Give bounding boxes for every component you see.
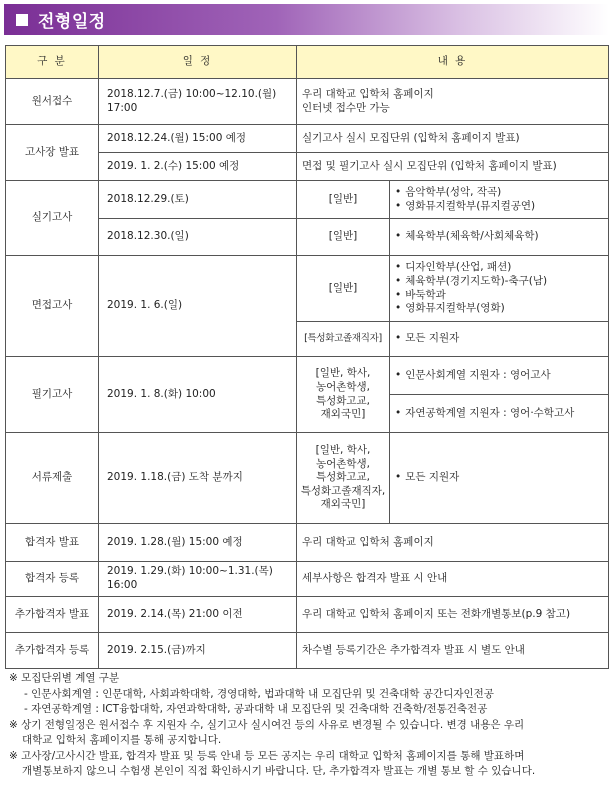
- note-line: - 자연공학계열 : ICT융합대학, 자연과학대학, 공과대학 내 모집단위 및 건축대학 건축학/전통건축전공: [24, 703, 488, 715]
- row-items: [390, 433, 609, 524]
- table-row: [6, 125, 609, 153]
- row-type: [일반]: [297, 219, 390, 256]
- type-line: 특성화고졸재직자,: [300, 484, 386, 497]
- type-line: 재외국민]: [320, 408, 366, 421]
- row-date: 2019. 1. 8.(화) 10:00: [99, 357, 297, 433]
- row-label: 합격자 발표: [6, 524, 99, 562]
- row-content: 면접 및 필기고사 실시 모집단위 (입학처 홈페이지 발표): [297, 153, 609, 181]
- row-label: 추가합격자 등록: [6, 633, 99, 669]
- row-type: [일반]: [297, 181, 390, 219]
- row-date: 2019. 1.18.(금) 도착 분까지: [99, 433, 297, 524]
- row-items: [390, 357, 609, 395]
- row-date: 2019. 2.15.(금)까지: [99, 633, 297, 669]
- row-items: [390, 219, 609, 256]
- type-line: 특성화고교,: [315, 394, 371, 407]
- row-items: [390, 395, 609, 433]
- list-item: • 체육학부(체육학/사회체육학): [395, 230, 608, 244]
- row-content: 차수별 등록기간은 추가합격자 발표 시 별도 안내: [297, 633, 609, 669]
- table-header-row: [6, 46, 609, 79]
- row-date: 2019. 1.29.(화) 10:00~1.31.(목) 16:00: [99, 562, 297, 597]
- row-content: 우리 대학교 입학처 홈페이지 또는 전화개별통보(p.9 참고): [297, 597, 609, 633]
- row-label: 고사장 발표: [6, 125, 99, 181]
- table-row: [6, 562, 609, 597]
- row-label: 추가합격자 발표: [6, 597, 99, 633]
- row-label: 원서접수: [6, 79, 99, 125]
- list-item: • 영화뮤지컬학부(영화): [395, 302, 608, 316]
- row-date: 2019. 1. 6.(일): [99, 256, 297, 357]
- row-date: 2018.12.30.(일): [99, 219, 297, 256]
- list-item: • 자연공학계열 지원자 : 영어·수학고사: [395, 407, 608, 421]
- row-items: [390, 322, 609, 357]
- table-row: [6, 357, 609, 395]
- row-label: 서류제출: [6, 433, 99, 524]
- header-content: 내 용: [297, 46, 609, 79]
- table-row: [6, 181, 609, 219]
- row-type: [일반]: [297, 256, 390, 322]
- list-item: • 모든 지원자: [395, 471, 608, 485]
- list-item: • 바둑학과: [395, 289, 608, 303]
- table-row: [6, 256, 609, 322]
- table-row: [6, 524, 609, 562]
- row-items: [390, 181, 609, 219]
- type-line: 재외국민]: [320, 498, 366, 511]
- table-row: [6, 433, 609, 524]
- row-items: [390, 256, 609, 322]
- list-item: • 디자인학부(산업, 패션): [395, 261, 608, 275]
- row-content: [297, 79, 609, 125]
- row-date: 2018.12.7.(금) 10:00~12.10.(월) 17:00: [99, 79, 297, 125]
- table-row: [6, 633, 609, 669]
- list-item: • 모든 지원자: [395, 332, 608, 346]
- row-type: [특성화고졸재직자]: [297, 322, 390, 357]
- type-line: 특성화고교,: [315, 471, 371, 484]
- row-content: 실기고사 실시 모집단위 (입학처 홈페이지 발표): [297, 125, 609, 153]
- row-type: [297, 433, 390, 524]
- list-item: • 음악학부(성악, 작곡): [395, 186, 608, 200]
- row-content: 세부사항은 합격자 발표 시 안내: [297, 562, 609, 597]
- row-label: 합격자 등록: [6, 562, 99, 597]
- note-line: - 인문사회계열 : 인문대학, 사회과학대학, 경영대학, 법과대학 내 모집단위 및 건축대학 공간디자인전공: [24, 687, 494, 700]
- row-content: 우리 대학교 입학처 홈페이지: [297, 524, 609, 562]
- row-date: 2018.12.24.(월) 15:00 예정: [99, 125, 297, 153]
- type-line: 농어촌학생,: [315, 457, 371, 470]
- header-category: 구 분: [6, 46, 99, 79]
- content-line: 인터넷 접수만 가능: [302, 101, 390, 114]
- notes-section: [9, 671, 609, 780]
- list-item: • 인문사회계열 지원자 : 영어고사: [395, 369, 608, 383]
- list-item: • 영화뮤지컬학부(뮤지컬공연): [395, 200, 608, 214]
- content-line: 우리 대학교 입학처 홈페이지: [302, 87, 434, 100]
- note-line: 대학교 입학처 홈페이지를 통해 공지합니다.: [22, 734, 222, 746]
- note-line: ※ 상기 전형일정은 원서접수 후 지원자 수, 실기고사 실시여건 등의 사유로 변경될 수 있습니다. 변경 내용은 우리: [9, 718, 525, 731]
- row-label: 필기고사: [6, 357, 99, 433]
- type-line: 농어촌학생,: [315, 380, 371, 393]
- section-banner: [4, 4, 609, 35]
- row-label: 실기고사: [6, 181, 99, 256]
- list-item: • 체육학부(경기지도학)-축구(남): [395, 275, 608, 289]
- type-line: [일반, 학사,: [315, 443, 371, 456]
- header-schedule: 일 정: [99, 46, 297, 79]
- row-type: [297, 357, 390, 433]
- square-bullet-icon: [16, 14, 28, 26]
- table-row: [6, 79, 609, 125]
- row-date: 2019. 1. 2.(수) 15:00 예정: [99, 153, 297, 181]
- note-line: ※ 모집단위별 계열 구분: [9, 672, 120, 684]
- row-date: 2019. 2.14.(목) 21:00 이전: [99, 597, 297, 633]
- note-line: ※ 고사장/고사시간 발표, 합격자 발표 및 등록 안내 등 모든 공지는 우리 대학교 입학처 홈페이지를 통해 발표하며: [9, 749, 525, 762]
- table-row: [6, 597, 609, 633]
- note-line: 개별통보하지 않으니 수험생 본인이 직접 확인하시기 바랍니다. 단, 추가합격자 발표는 개별 통보 할 수 있습니다.: [22, 765, 536, 777]
- row-date: 2018.12.29.(토): [99, 181, 297, 219]
- type-line: [일반, 학사,: [315, 367, 371, 380]
- schedule-table: [5, 45, 609, 669]
- row-label: 면접고사: [6, 256, 99, 357]
- row-date: 2019. 1.28.(월) 15:00 예정: [99, 524, 297, 562]
- section-title: 전형일정: [38, 12, 106, 32]
